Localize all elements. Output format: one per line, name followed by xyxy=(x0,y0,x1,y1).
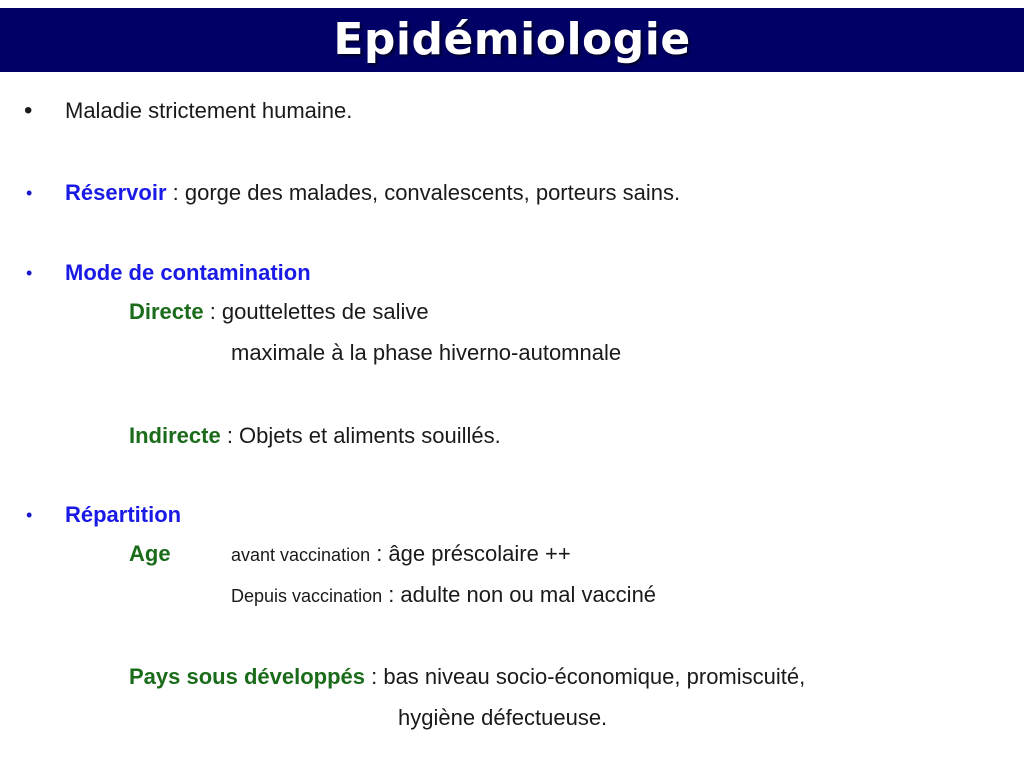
bullet: • xyxy=(26,183,33,203)
mode-label: Mode de contamination xyxy=(65,260,311,285)
directe-label: Directe xyxy=(129,299,204,324)
avant-line xyxy=(231,541,571,567)
bullet: • xyxy=(24,97,33,124)
pays-line xyxy=(129,664,805,690)
page-title: Epidémiologie xyxy=(333,14,691,65)
bullet: • xyxy=(26,505,33,525)
pays-text: : bas niveau socio-économique, promiscuité, xyxy=(365,664,806,689)
pays-label: Pays sous développés xyxy=(129,664,365,689)
reservoir-label: Réservoir xyxy=(65,180,167,205)
pays-text-2: hygiène défectueuse. xyxy=(398,705,608,730)
depuis-small: Depuis vaccination xyxy=(231,586,383,606)
directe-text-2: maximale à la phase hiverno-automnale xyxy=(231,340,622,365)
indirecte-line xyxy=(129,423,501,449)
directe-text: : gouttelettes de salive xyxy=(203,299,429,324)
reservoir-text: : gorge des malades, convalescents, porteurs sains. xyxy=(166,180,681,205)
age-label: Age xyxy=(129,541,171,566)
indirecte-label: Indirecte xyxy=(129,423,221,448)
reservoir-line xyxy=(65,180,680,206)
maladie-text: Maladie strictement humaine. xyxy=(65,98,353,123)
directe-line xyxy=(129,299,429,325)
indirecte-text: : Objets et aliments souillés. xyxy=(220,423,501,448)
bullet: • xyxy=(26,263,33,283)
avant-text: : âge préscolaire ++ xyxy=(370,541,571,566)
avant-small: avant vaccination xyxy=(231,545,371,565)
depuis-line xyxy=(231,582,656,608)
depuis-text: : adulte non ou mal vacciné xyxy=(382,582,657,607)
repartition-label: Répartition xyxy=(65,502,182,527)
